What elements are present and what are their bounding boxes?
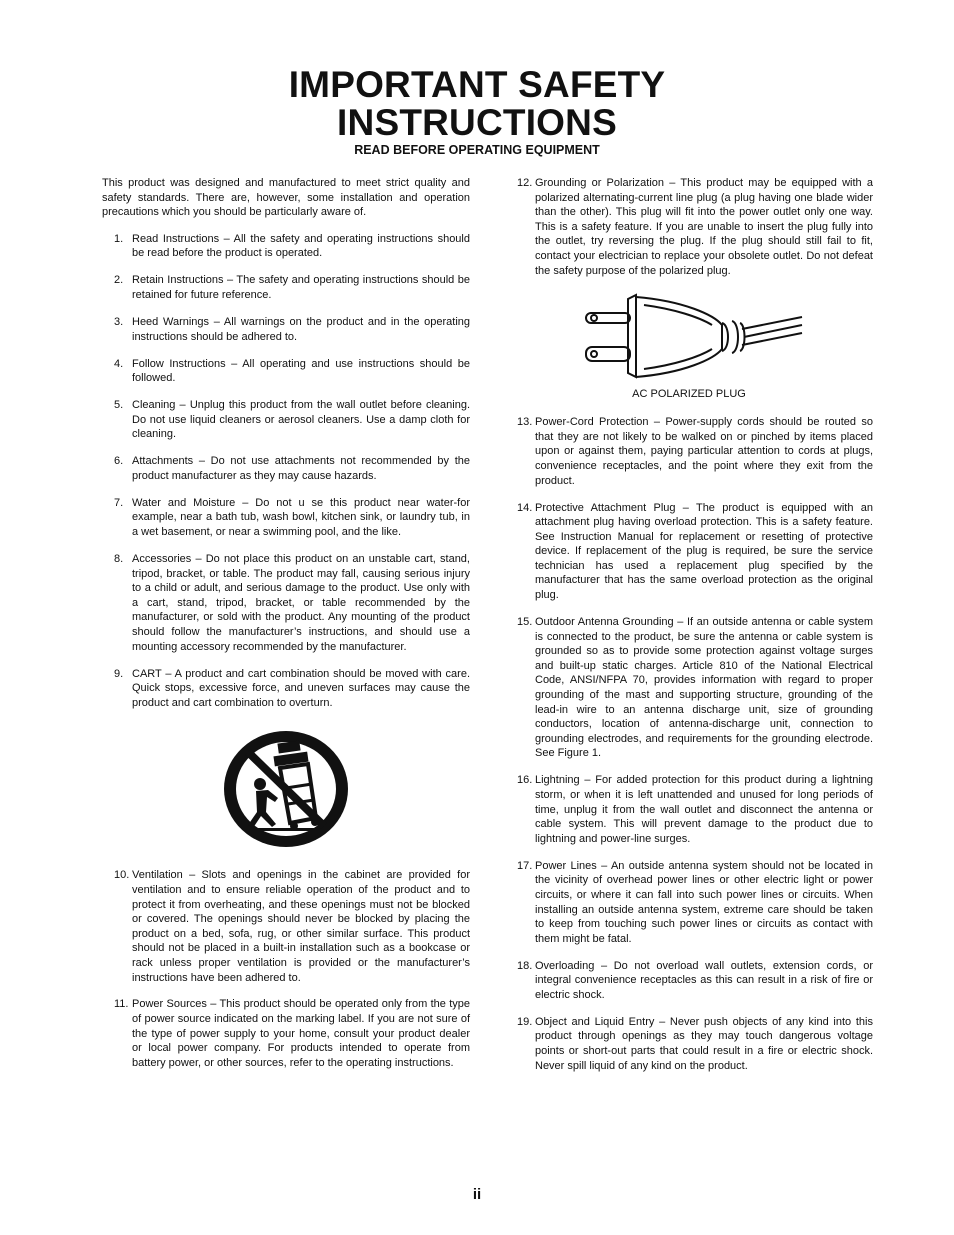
- cart-tipover-warning-icon: [220, 728, 352, 850]
- list-item: [505, 859, 873, 947]
- polarized-plug-figure: [505, 291, 873, 383]
- page-subtitle: READ BEFORE OPERATING EQUIPMENT: [354, 143, 600, 157]
- item-text: Heed Warnings – All warnings on the product and in the operating instructions should be adhered to.: [132, 315, 470, 343]
- list-item: [505, 615, 873, 761]
- list-item: [505, 959, 873, 1003]
- item-text: Power Sources – This product should be operated only from the type of power source indicated on the marking label. If you are not sure of the type of power supply to your home, consult your product dealer or local power company. For products intended to operate from battery power, or other sources, refer to the operating instructions.: [132, 998, 470, 1069]
- list-item: [102, 454, 470, 483]
- item-number: 6.: [114, 455, 124, 468]
- title-line-2: INSTRUCTIONS: [337, 102, 617, 143]
- list-item: [505, 415, 873, 488]
- item-text: Overloading – Do not overload wall outlets, extension cords, or integral convenience receptacles as this can result in a risk of fire or electric shock.: [535, 959, 873, 1001]
- item-text: Lightning – For added protection for this product during a lightning storm, or when it is left unattended and unused for long periods of time, unplug it from the wall outlet and disconnect the antenna or cable system. This will prevent damage to the product due to lightning and power-line surges.: [535, 774, 873, 845]
- item-text: Retain Instructions – The safety and operating instructions should be retained for future reference.: [132, 274, 470, 301]
- list-item: [505, 176, 873, 278]
- item-text: CART – A product and cart combination should be moved with care. Quick stops, excessive force, and uneven surfaces may cause the product and cart combination to overturn.: [132, 667, 470, 709]
- item-number: 11.: [114, 998, 129, 1011]
- list-item: [505, 1015, 873, 1073]
- item-number: 7.: [114, 496, 124, 509]
- list-item: [102, 667, 470, 711]
- item-number: 9.: [114, 667, 124, 680]
- instruction-list-3: [505, 176, 873, 278]
- list-item: [102, 997, 470, 1070]
- item-number: 1.: [114, 232, 124, 245]
- instruction-list-1: [102, 232, 470, 711]
- page-number: ii: [472, 1186, 482, 1203]
- item-number: 4.: [114, 357, 124, 370]
- item-number: 2.: [114, 274, 124, 287]
- list-item: [102, 232, 470, 261]
- item-text: Attachments – Do not use attachments not recommended by the product manufacturer as they may cause hazards.: [132, 455, 470, 482]
- item-number: 18.: [517, 959, 533, 972]
- item-text: Accessories – Do not place this product on an unstable cart, stand, tripod, bracket, or table. The product may fall, causing serious injury to a child or adult, and serious damage to the product. Use only with a cart, stand, tripod, bracket, or table recommended by the manufacturer, or sold with the product. Any mounting of the product should follow the manufacturer’s instructions, and should use a mounting accessory recommended by the manufacturer.: [132, 553, 470, 653]
- item-number: 12.: [517, 177, 533, 189]
- item-text: Ventilation – Slots and openings in the cabinet are provided for ventilation and to ensure reliable operation of the product and to protect it from overheating, and these openings must not be blocked or covered. The openings should never be blocked by placing the product on a bed, sofa, rug, or other similar surface. This product should not be placed in a built-in installation such as a bookcase or rack unless proper ventilation is provided or the manufacturer’s instructions have been adhered to.: [132, 869, 470, 984]
- list-item: [102, 496, 470, 540]
- item-text: Cleaning – Unplug this product from the wall outlet before cleaning. Do not use liquid cleaners or aerosol cleaners. Use a damp cloth for cleaning.: [132, 399, 470, 441]
- item-text: Follow Instructions – All operating and use instructions should be followed.: [132, 357, 470, 385]
- item-number: 13.: [517, 416, 533, 429]
- plug-caption: AC POLARIZED PLUG: [632, 387, 746, 400]
- left-column: [102, 176, 470, 1083]
- list-item: [102, 273, 470, 302]
- item-text: Power-Cord Protection – Power-supply cords should be routed so that they are not likely to be walked on or pinched by items placed upon or against them, paying particular attention to cords at plugs, convenience receptacles, and the point where they exit from the product.: [535, 416, 873, 487]
- item-number: 19.: [517, 1015, 533, 1028]
- item-number: 17.: [517, 859, 533, 872]
- item-number: 5.: [114, 399, 124, 412]
- list-item: [102, 357, 470, 386]
- item-number: 10.: [114, 869, 130, 882]
- list-item: [102, 552, 470, 654]
- item-number: 3.: [114, 315, 124, 328]
- instruction-list-2: [102, 868, 470, 1070]
- list-item: [102, 315, 470, 344]
- item-text: Object and Liquid Entry – Never push objects of any kind into this product through openings as they may touch dangerous voltage points or short-out parts that could result in a fire or electric shock. Never spill liquid of any kind on the product.: [535, 1015, 873, 1072]
- list-item: [102, 398, 470, 442]
- intro-paragraph: This product was designed and manufactured to meet strict quality and safety standards. There are, however, some installation and operation precautions which you should be particularly aware of.: [102, 177, 470, 219]
- polarized-plug-icon: [574, 291, 804, 383]
- list-item: [505, 773, 873, 846]
- title-line-1: IMPORTANT SAFETY: [288, 64, 666, 105]
- list-item: [505, 501, 873, 603]
- item-text: Read Instructions – All the safety and operating instructions should be read before the product is operated.: [132, 232, 470, 260]
- item-text: Outdoor Antenna Grounding – If an outside antenna or cable system is connected to the product, be sure the antenna or cable system is grounded so as to provide some protection against voltage surges and built-up static charges. Article 810 of the National Electrical Code, ANSI/NFPA 70, provides information with regard to proper grounding of the mast and supporting structure, grounding of the lead-in wire to an antenna discharge unit, size of grounding conductors, location of antenna-discharge unit, connection to grounding electrodes, and requirements for the grounding electrode. See Figure 1.: [535, 616, 873, 760]
- item-text: Grounding or Polarization – This product may be equipped with a polarized alternating-current line plug (a plug having one blade wider than the other). This plug will fit into the power outlet only one way. This is a safety feature. If you are unable to insert the plug fully into the outlet, try reversing the plug. If the plug should still fail to fit, contact your electrician to replace your obsolete outlet. Do not defeat the safety purpose of the polarized plug.: [535, 177, 873, 277]
- cart-warning-figure: [102, 728, 470, 850]
- list-item: [102, 868, 470, 985]
- item-number: 8.: [114, 553, 124, 566]
- item-number: 14.: [517, 501, 533, 514]
- item-text: Power Lines – An outside antenna system should not be located in the vicinity of overhead power lines or other electric light or power circuits, or where it can fall into such power lines or circuits. When installing an outside antenna system, extreme care should be taken to keep from touching such power lines or circuits as contact with them might be fatal.: [535, 859, 873, 945]
- item-text: Protective Attachment Plug – The product is equipped with an attachment plug having overload protection. This is a safety feature. See Instruction Manual for replacement or resetting of protective device. If replacement of the plug is required, be sure the service technician has used a replacement plug specified by the manufacturer that has the same overload protection as the original plug.: [535, 501, 873, 602]
- page-title: [0, 66, 954, 142]
- instruction-list-4: [505, 415, 873, 1073]
- item-text: Water and Moisture – Do not u se this product near water-for example, near a bath tub, wash bowl, kitchen sink, or laundry tub, in a wet basement, or near a swimming pool, and the like.: [132, 496, 470, 539]
- right-column: [505, 176, 873, 1086]
- item-number: 15.: [517, 616, 533, 629]
- item-number: 16.: [517, 774, 533, 787]
